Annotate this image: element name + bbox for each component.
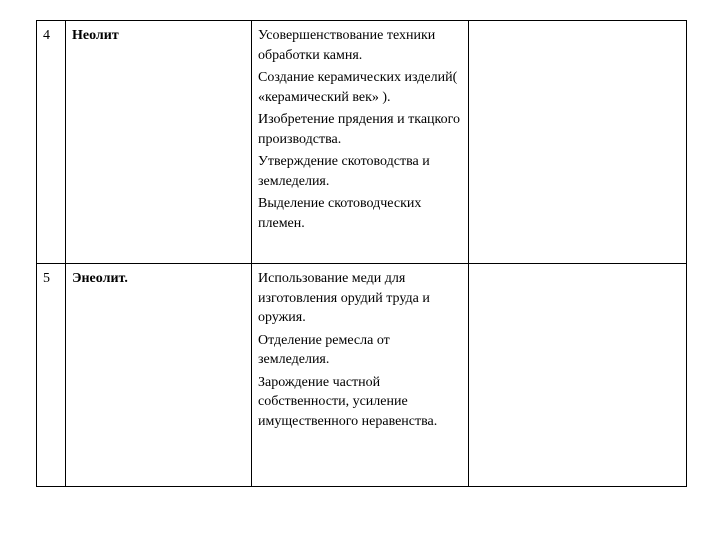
table-row-neolithic xyxy=(37,21,687,264)
empty-cell xyxy=(469,21,687,264)
achievement-item: Зарождение частной собственности, усиление имущественного неравенства. xyxy=(258,374,438,429)
row-number-cell: 5 xyxy=(37,264,66,487)
achievement-item: Отделение ремесла от земледелия. xyxy=(258,332,390,367)
achievement-item: Использование меди для изготовления орудий труда и оружия. xyxy=(258,271,430,325)
period-name-cell: Неолит xyxy=(66,21,252,264)
history-periods-table xyxy=(36,20,687,487)
achievement-item: Утверждение скотоводства и земледелия. xyxy=(258,154,430,189)
achievements-cell xyxy=(252,264,469,487)
row-number-cell: 4 xyxy=(37,21,66,264)
achievement-item: Усовершенствование техники обработки камня. xyxy=(258,28,436,63)
achievement-item: Изобретение прядения и ткацкого производства. xyxy=(258,112,461,147)
achievement-item: Создание керамических изделий( «керамический век» ). xyxy=(258,70,458,105)
achievements-cell xyxy=(252,21,469,264)
table-row-eneolithic xyxy=(37,264,687,487)
achievement-item: Выделение скотоводческих племен. xyxy=(258,196,422,231)
empty-cell xyxy=(469,264,687,487)
period-name-cell: Энеолит. xyxy=(66,264,252,487)
